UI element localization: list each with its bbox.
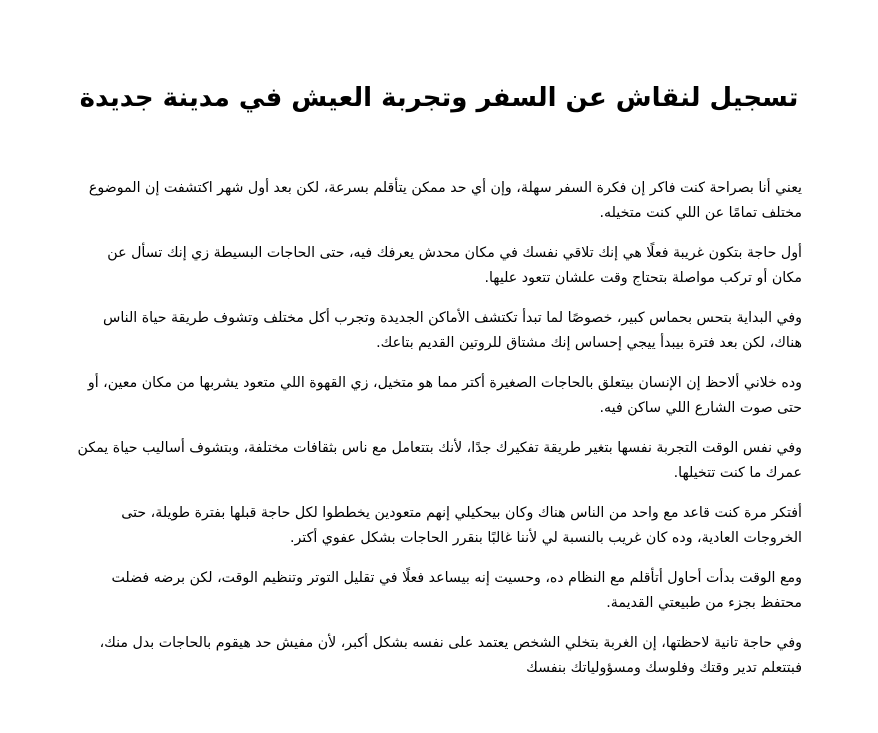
paragraph: وفي حاجة تانية لاحظتها، إن الغربة بتخلي الشخص يعتمد على نفسه بشكل أكبر، لأن مفيش حد هيقوم بالحاجات بدل منك، فبتتعلم تدير وقتك وفلوسك ومسؤولياتك بنفسك: [99, 635, 802, 676]
document-body: [76, 176, 802, 696]
paragraph: وده خلاني ألاحظ إن الإنسان بيتعلق بالحاجات الصغيرة أكتر مما هو متخيل، زي القهوة اللي متعود يشربها من مكان معين، أو حتى صوت الشارع اللي ساكن فيه.: [87, 375, 802, 416]
paragraph: وفي نفس الوقت التجربة نفسها بتغير طريقة تفكيرك جدًا، لأنك بتتعامل مع ناس بثقافات مختلفة، وبتشوف أساليب حياة يمكن عمرك ما كنت تتخيلها.: [77, 440, 802, 481]
paragraph: وفي البداية بتحس بحماس كبير، خصوصًا لما تبدأ تكتشف الأماكن الجديدة وتجرب أكل مختلف وتشوف طريقة حياة الناس هناك، لكن بعد فترة بيبدأ ييجي إحساس إنك مشتاق للروتين القديم بتاعك.: [103, 310, 802, 351]
paragraph: ومع الوقت بدأت أحاول أتأقلم مع النظام ده، وحسيت إنه بيساعد فعلًا في تقليل التوتر وتنظيم الوقت، لكن برضه فضلت محتفظ بجزء من طبيعتي القديمة.: [111, 570, 802, 611]
paragraph: أول حاجة بتكون غريبة فعلًا هي إنك تلاقي نفسك في مكان محدش يعرفك فيه، حتى الحاجات البسيطة زي إنك تسأل عن مكان أو تركب مواصلة بتحتاج وقت علشان تتعود عليها.: [107, 245, 802, 286]
paragraph: أفتكر مرة كنت قاعد مع واحد من الناس هناك وكان بيحكيلي إنهم متعودين يخططوا لكل حاجة قبلها بفترة طويلة، حتى الخروجات العادية، وده كان غريب بالنسبة لي لأننا غالبًا بنقرر الحاجات بشكل عفوي أكتر.: [121, 505, 802, 546]
paragraph: يعني أنا بصراحة كنت فاكر إن فكرة السفر سهلة، وإن أي حد ممكن يتأقلم بسرعة، لكن بعد أول شهر اكتشفت إن الموضوع مختلف تمامًا عن اللي كنت متخيله.: [88, 180, 802, 221]
document-title: تسجيل لنقاش عن السفر وتجربة العيش في مدينة جديدة: [79, 83, 799, 113]
